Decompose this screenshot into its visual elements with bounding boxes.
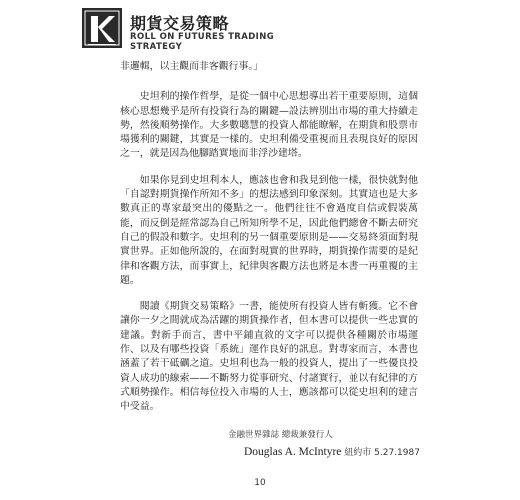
signature-line — [0, 445, 520, 458]
signature-title: 金融世界雜誌 總裁兼發行人 — [228, 430, 333, 440]
book-title: 期貨交易策略 — [130, 14, 230, 33]
paragraph-3: 如果你見到史坦利本人，應該也會和我見到他一樣，很快就對他「自認對期貨操作所知不多」的想法感到印象深刻。其實這也是大多數真正的專家最突出的優點之一。他們往往不會過度自信或假裝萬能，而反倒是經常認為自己所知所學不足，因此他們總會不斷去研究自己的假設和數字。史坦利的另一個重要原則是——交易終須面對現實世界。正如他所說的，在面對現實的世界時，期貨操作需要的是紀律和客觀方法，而事實上，紀律與客觀方法也將是本書一再重覆的主題。 — [120, 174, 418, 286]
paragraph-2: 史坦利的操作哲學，是從一個中心思想導出若干重要原則，這個核心思想幾乎是所有投資行為的關鍵—設法辨別出市場的重大持續走勢，然後順勢操作。大多數聰慧的投資人都能瞭解，在期貨和股票市場獲利的關鍵，其實是一樣的。史坦利備受重視而且表現良好的原因之一，就是因為他腳踏實地而非浮沙建塔。 — [120, 91, 418, 160]
signature-name: Douglas A. McIntyre — [244, 446, 342, 458]
signature-place-date: 紐約市 5.27.1987 — [344, 448, 420, 458]
book-subtitle: ROLL ON FUTURES TRADING STRATEGY — [130, 32, 275, 52]
paragraph-4: 閱讀《期貨交易策略》一書，能使所有投資人皆有斬獲。它不會讓你一夕之間就成為活躍的期貨操作者，但本書可以提供一些忠實的建議。對新手而言，書中平鋪直敘的文字可以提供各種關於市場運作、以及有哪些投資「系統」運作良好的訊息。對專家而言，本書也涵蓋了若干砥礪之道。史坦利也為一般的投資人，提出了一些優良投資人成功的線索——不斷努力從事研究、付諸實行，並以有紀律的方式順勢操作。相信每位投入市場的人士，應該都可以從史坦利的建言中受益。 — [120, 301, 418, 413]
book-header — [82, 8, 282, 50]
page-number: 10 — [254, 478, 266, 488]
page-body — [120, 60, 418, 427]
paragraph-1: 非邏輯，以主觀而非客觀行事。」 — [120, 61, 264, 72]
book-logo-icon — [82, 8, 122, 48]
